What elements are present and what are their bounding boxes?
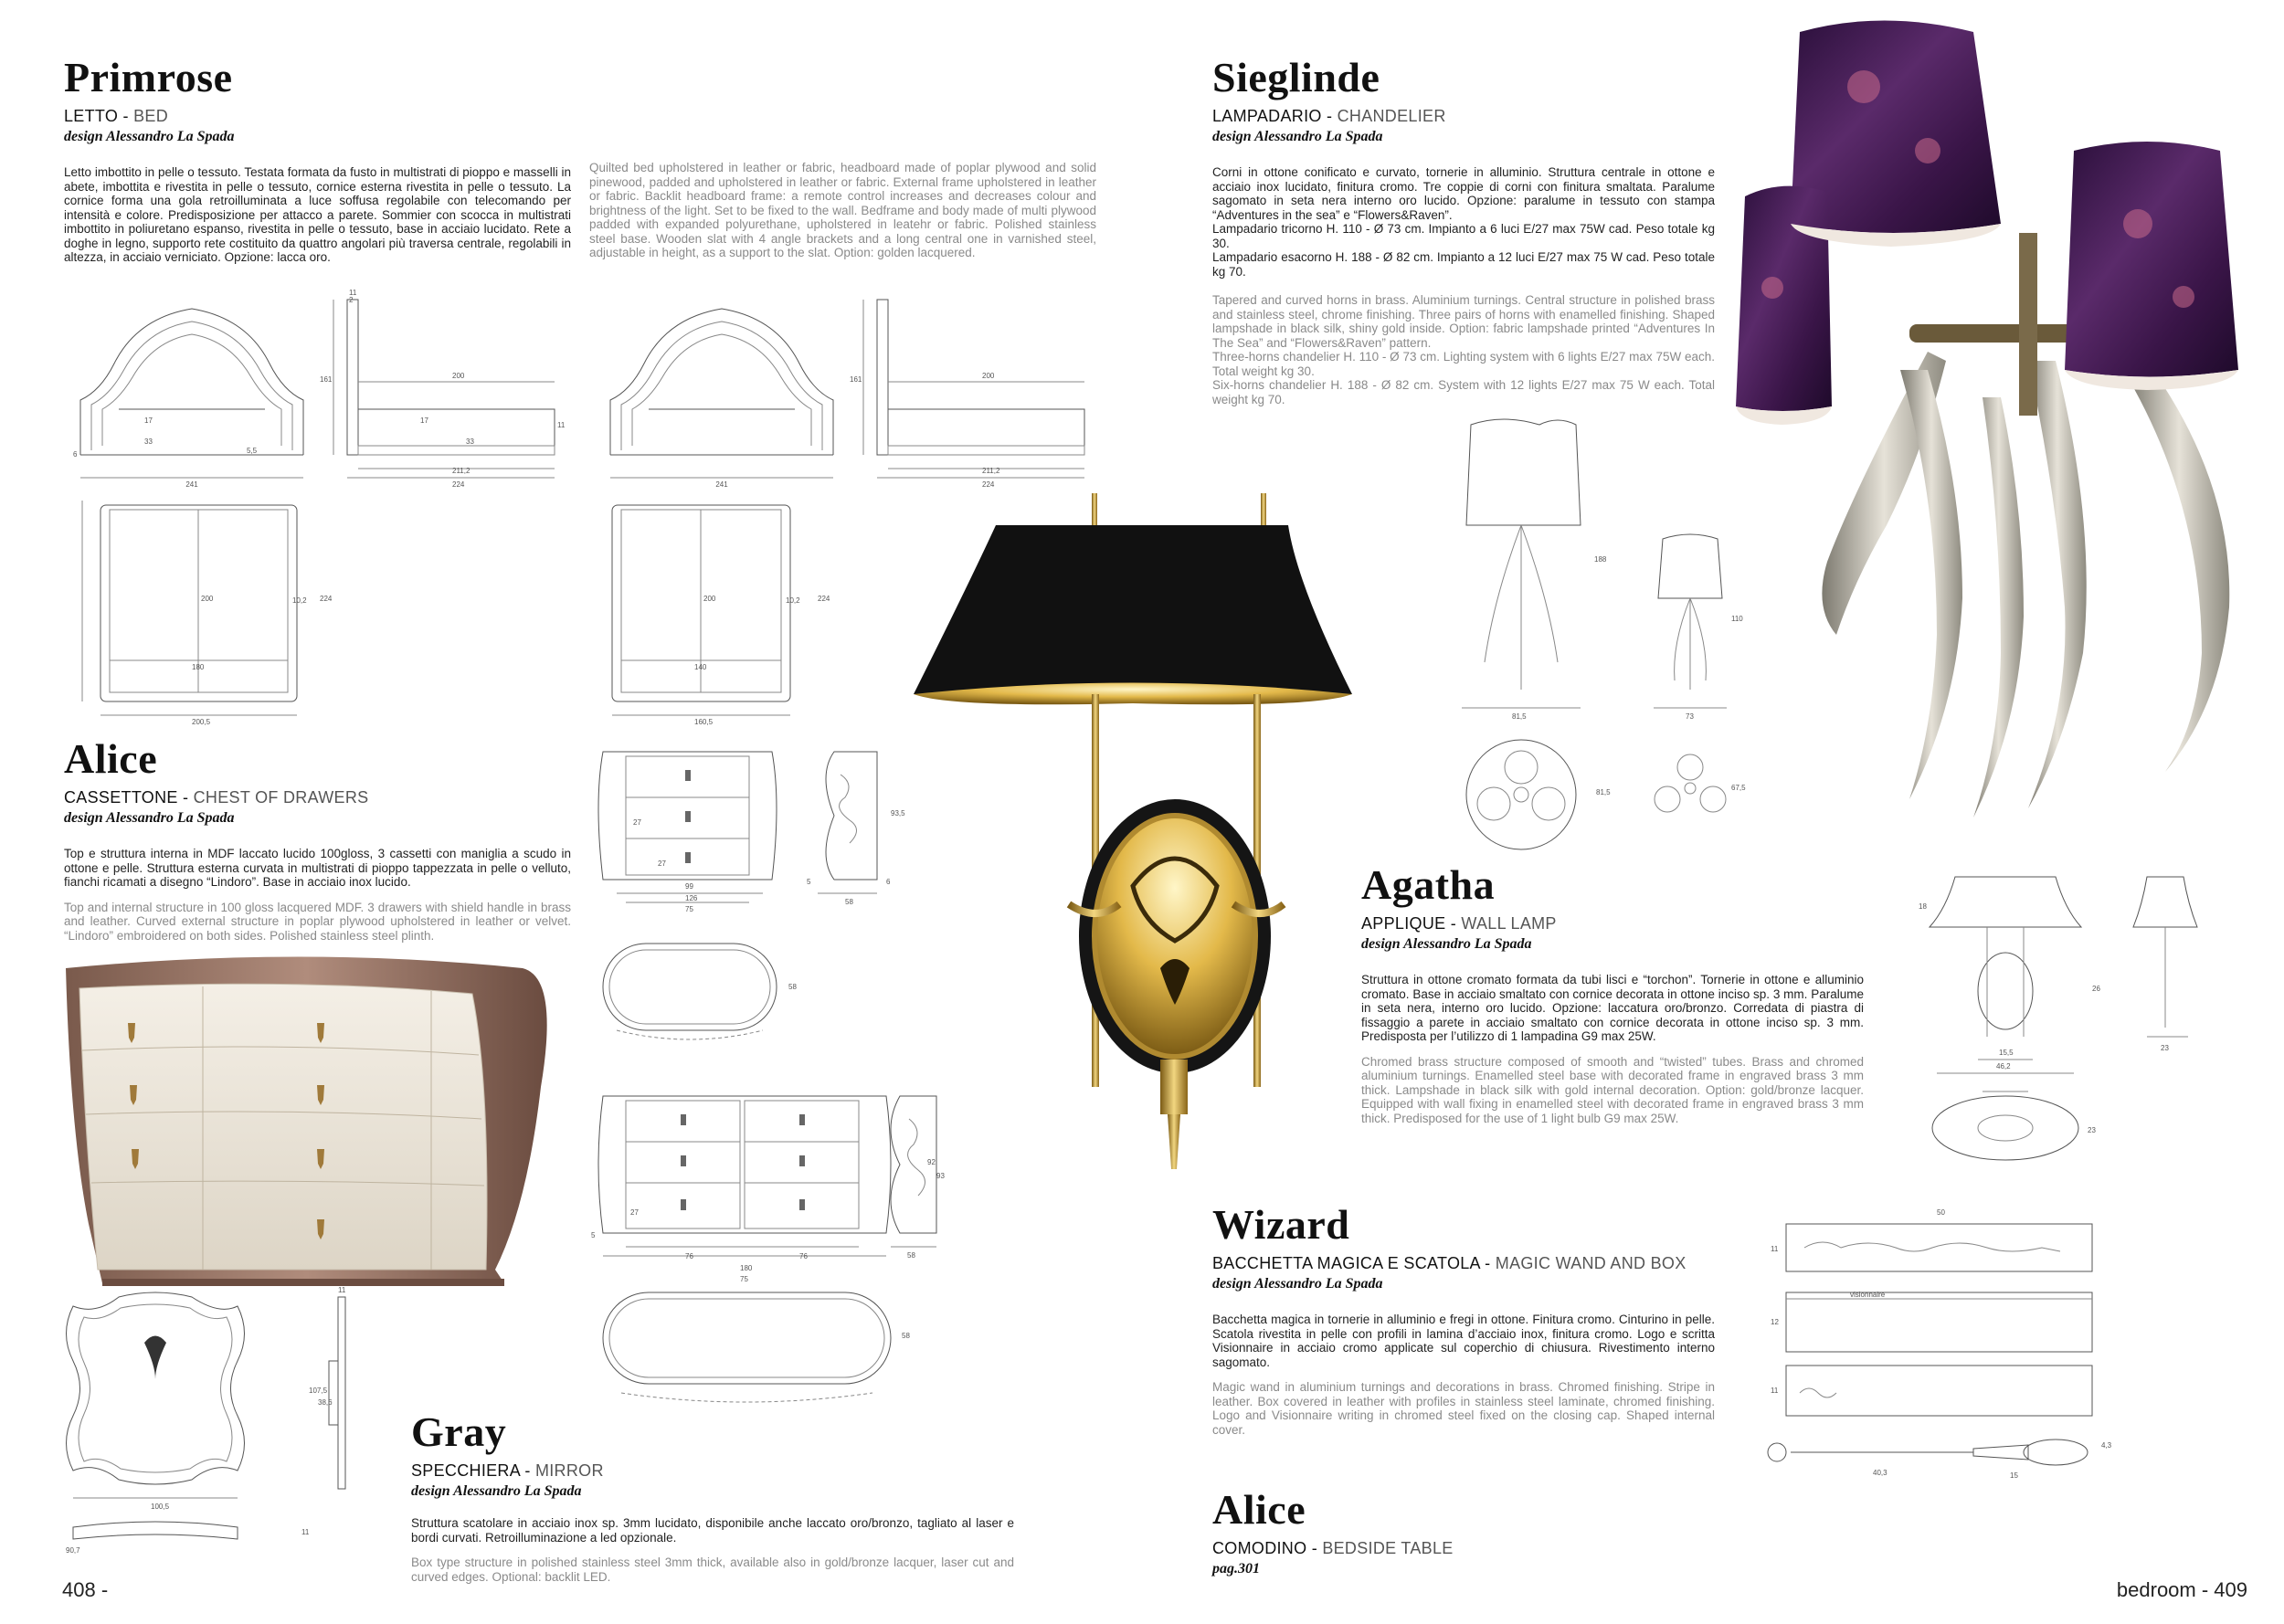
alice-chest-design: design Alessandro La Spada [64,810,235,826]
dim-label: 188 [1594,555,1607,564]
sieglinde-text-it [1212,165,1715,279]
sieglinde-text-en-p3: Six-horns chandelier H. 188 - Ø 82 cm. System with 12 lights E/27 max 75 W each. Total weight kg 70. [1212,378,1715,406]
agatha-type-sep: - [1445,914,1462,933]
dim-label: 15,5 [1999,1049,2014,1057]
alice-chest-type-it: CASSETTONE [64,788,178,807]
sieglinde-drawing [1457,416,1746,872]
dim-label: 76 [685,1252,693,1260]
sieglinde-text-it-p1: Corni in ottone conificato e curvato, tornerie in alluminio. Struttura centrale in ottone e acciaio inox lucidato, finitura cromo. Tre coppie di corni con finitura smaltata. Paralume sagomato in seta nera interno oro lucido. Opzione: paralume in tessuto con stampa “Adventures in the sea” e “Flowers&Raven”. [1212,165,1715,222]
agatha-drawing [1919,872,2220,1174]
dim-label: 93,5 [891,809,905,817]
page-number-left: 408 - [62,1578,109,1601]
page-number-right: bedroom - 409 [2116,1578,2247,1601]
wizard-type-it: BACCHETTA MAGICA E SCATOLA [1212,1254,1480,1272]
dim-label: 38,6 [318,1398,333,1407]
alice-chest-subtitle [64,789,571,806]
dim-label: 161 [850,375,862,384]
alice-table-type-it: COMODINO [1212,1539,1307,1557]
wizard-subtitle [1212,1255,1715,1271]
dim-label: 241 [715,480,728,489]
dim-label: 11 [301,1528,310,1536]
gray-type-sep: - [520,1461,535,1480]
dim-label: 23 [2088,1126,2096,1134]
sieglinde-type-sep: - [1321,107,1338,125]
agatha-type-it: APPLIQUE [1361,914,1446,933]
sieglinde-text-en [1212,293,1715,406]
alice-chest-drawing-2 [591,1091,946,1448]
sieglinde-text-en-p2: Three-horns chandelier H. 110 - Ø 73 cm. Lighting system with 6 lights E/27 max 75W each. Total weight kg 30. [1212,350,1715,378]
dim-label: 211,2 [982,467,1000,475]
dim-label: 23 [2161,1044,2169,1052]
alice-table-subtitle [1212,1540,1715,1556]
wizard-title: Wizard [1212,1201,1350,1248]
dim-label: 200 [703,595,716,603]
agatha-type-en: WALL LAMP [1461,914,1557,933]
dim-label: 33 [466,438,474,446]
sieglinde-photo [1727,14,2266,872]
sieglinde-type-it: LAMPADARIO [1212,107,1322,125]
dim-label: 27 [633,818,641,827]
dim-label: 58 [845,898,853,906]
dim-label: 27 [658,859,666,868]
sieglinde-subtitle [1212,108,1715,124]
wizard-type-en: MAGIC WAND AND BOX [1495,1254,1687,1272]
dim-label: 10,2 [786,596,800,605]
sieglinde-design: design Alessandro La Spada [1212,129,1383,144]
dim-label: 11 [349,289,357,297]
dim-label: 6 [73,450,78,459]
dim-label: 140 [694,663,707,671]
agatha-text-en: Chromed brass structure composed of smooth and “twisted” tubes. Brass and chromed aluminium turnings. Enamelled steel base with decorated frame in engraved brass 3 mm thick. Lampshade in black silk with gold internal decoration. Option: gold/bronze lacquer. Equipped with wall fixing in enamelled steel with decorated frame in engraved brass 3 mm thick. Predisposed for the use of 1 light bulb G9 max 25W. [1361,1054,1864,1125]
alice-chest-drawing-1 [598,747,946,1085]
wizard-design: design Alessandro La Spada [1212,1276,1383,1292]
dim-label: 27 [630,1208,639,1217]
dim-label: 110 [1731,615,1743,623]
dim-label: 90,7 [66,1546,80,1555]
alice-table-title: Alice [1212,1486,1306,1533]
primrose-type-it: LETTO [64,107,119,125]
dim-label: 200 [982,372,995,380]
dim-label: 224 [982,480,995,489]
sieglinde-type-en: CHANDELIER [1337,107,1446,125]
dim-label: 92 [927,1158,936,1166]
dim-label: 67,5 [1731,784,1746,792]
wizard-logo-text: visionnaire [1850,1291,1886,1299]
dim-label: 12 [1771,1318,1779,1326]
alice-table-section [1212,1486,1715,1577]
dim-label: 200 [201,595,214,603]
dim-label: 73 [1686,712,1694,721]
dim-label: 11 [557,421,566,429]
agatha-title: Agatha [1361,861,1496,908]
dim-label: 75 [740,1275,748,1283]
dim-label: 211,2 [452,467,471,475]
dim-label: 126 [685,894,698,902]
alice-chest-section [64,735,571,943]
primrose-text-en: Quilted bed upholstered in leather or fabric, headboard made of poplar plywood and solid pinewood, padded and upholstered in leather or fabric. External frame upholstered in leather or fabric. Backlit headboard frame: a remote control increases and decreases colour and brightness of the light. Set to be fixed to the wall. Bedframe and body made of multi plywood padded with expanded polyurethane, upholstered in leatehr or fabric. Polished stainless steel base. Wooden slat with 4 angle brackets and a long central one in varnished steel, adjustable in height, as a support to the slat. Option: golden lacquered. [589,161,1096,259]
alice-chest-title: Alice [64,735,158,782]
dim-label: 81,5 [1596,788,1611,796]
dim-label: 11 [338,1286,346,1294]
dim-label: 200 [452,372,465,380]
gray-design: design Alessandro La Spada [411,1483,582,1499]
dim-label: 161 [320,375,333,384]
agatha-design: design Alessandro La Spada [1361,936,1532,952]
wizard-drawing [1771,1206,2129,1489]
gray-section [411,1408,1014,1584]
dim-label: 17 [420,417,428,425]
dim-label: 50 [1937,1208,1945,1217]
sieglinde-title: Sieglinde [1212,54,1380,100]
primrose-text-it: Letto imbottito in pelle o tessuto. Testata formata da fusto in multistrati di pioppo e masselli in abete, imbottita e rivestita in pelle o tessuto, cornice esterna rivestita in pelle o tessuto. La cornice forma una gola retroilluminata a luce soffusa regolabile con telecomando per intensità e colore. Predisposizione per attacco a parete. Sommier con scocca in multistrati imbottito in poliuretano espanso, rivestita in pelle o tessuto, base in acciaio lucidato. Rete a doghe in legno, supporto rete costituito da quattro angolari più traversa centrale, regolabili in altezza, in acciaio verniciato. Opzione: lacca oro. [64,165,571,264]
dim-label: 33 [144,438,153,446]
primrose-design: design Alessandro La Spada [64,129,235,144]
gray-subtitle [411,1462,1014,1479]
alice-table-type-en: BEDSIDE TABLE [1322,1539,1454,1557]
dim-label: 26 [2092,985,2100,993]
dim-label: 58 [907,1251,915,1260]
primrose-type-sep: - [118,107,134,125]
dim-label: 75 [685,905,693,913]
dim-label: 15 [2010,1471,2018,1480]
gray-text-en: Box type structure in polished stainless steel 3mm thick, available also in gold/bronze lacquer, laser cut and curved edges. Optional: backlit LED. [411,1555,1014,1584]
agatha-section [1361,861,1864,1125]
dim-label: 180 [192,663,205,671]
dim-label: 58 [788,983,797,991]
dim-label: 46,2 [1996,1062,2011,1070]
wizard-text-it: Bacchetta magica in tornerie in alluminio e fregi in ottone. Finitura cromo. Cinturino in pelle. Scatola rivestita in pelle con profili in lamina d’acciaio inox, finitura cromo. Logo e scritta Visionnaire in acciaio cromo applicate sul coperchio di chiusura. Rivestimento interno sagomato. [1212,1313,1715,1369]
gray-type-en: MIRROR [534,1461,604,1480]
dim-label: 4,3 [2101,1441,2112,1450]
dim-label: 11 [1771,1387,1779,1395]
sieglinde-text-en-p1: Tapered and curved horns in brass. Aluminium turnings. Central structure in polished brass and stainless steel, chrome finishing. Three pairs of horns with enamelled finishing. Shaped lampshade in black silk, shiny gold inside. Option: fabric lampshade printed “Adventures In The Sea” and “Flowers&Raven” pattern. [1212,293,1715,350]
primrose-drawing-a [64,290,576,729]
sieglinde-text-it-p2: Lampadario tricorno H. 110 - Ø 73 cm. Impianto a 6 luci E/27 max 75W cad. Peso totale kg 30. [1212,222,1715,250]
alice-table-page-ref[interactable]: pag.301 [1212,1561,1260,1577]
gray-text-it: Struttura scatolare in acciaio inox sp. 3mm lucidato, disponibile anche laccato oro/bronzo, tagliato al laser e bordi curvati. Retroilluminazione a led opzionale. [411,1516,1014,1545]
agatha-subtitle [1361,915,1864,932]
alice-chest-type-en: CHEST OF DRAWERS [193,788,369,807]
alice-chest-text-en: Top and internal structure in 100 gloss lacquered MDF. 3 drawers with shield handle in brass and leather. Curved external structure in poplar plywood upholstered in leather or velvet. “Lindoro” embroidered on both sides. Polished stainless steel plinth. [64,900,571,943]
dim-label: 58 [902,1332,910,1340]
wizard-section [1212,1201,1715,1437]
wizard-type-sep: - [1479,1254,1496,1272]
dim-label: 11 [1771,1245,1779,1253]
agatha-photo [914,475,1352,1178]
dim-label: 107,5 [309,1387,328,1395]
primrose-type-en: BED [133,107,169,125]
dim-label: 10,2 [292,596,307,605]
dim-label: 2 [349,296,354,304]
alice-chest-text-it: Top e struttura interna in MDF laccato lucido 100gloss, 3 cassetti con maniglia a scudo in ottone e pelle. Struttura esterna curvata in multistrati di pioppo tappezzata in pelle o velluto, fianchi ricamati a disegno “Lindoro”. Base in acciaio inox lucido. [64,847,571,889]
alice-chest-photo [66,950,541,1297]
dim-label: 5 [591,1231,596,1239]
gray-drawing [64,1288,384,1562]
gray-type-it: SPECCHIERA [411,1461,521,1480]
primrose-subtitle [64,108,576,124]
dim-label: 5,5 [247,447,258,455]
dim-label: 17 [144,417,153,425]
alice-chest-type-sep: - [177,788,194,807]
dim-label: 241 [185,480,198,489]
dim-label: 160,5 [694,718,714,726]
primrose-title: Primrose [64,54,233,100]
primrose-section [64,54,576,265]
dim-label: 5 [807,878,811,886]
wizard-text-en: Magic wand in aluminium turnings and decorations in brass. Chromed finishing. Stripe in leather. Box covered in leather with profiles in stainless steel laminate, chromed finishing. Logo and Visionnaire writing in chromed steel fixed on the closing cap. Shaped internal cover. [1212,1380,1715,1437]
dim-label: 99 [685,882,693,891]
dim-label: 18 [1919,902,1927,911]
dim-label: 224 [818,595,830,603]
gray-title: Gray [411,1408,507,1455]
dim-label: 100,5 [151,1503,170,1511]
dim-label: 81,5 [1512,712,1527,721]
dim-label: 76 [799,1252,808,1260]
alice-table-type-sep: - [1306,1539,1323,1557]
dim-label: 224 [320,595,333,603]
sieglinde-text-it-p3: Lampadario esacorno H. 188 - Ø 82 cm. Impianto a 12 luci E/27 max 75 W cad. Peso totale kg 70. [1212,250,1715,279]
dim-label: 180 [740,1264,753,1272]
dim-label: 40,3 [1873,1469,1887,1477]
dim-label: 200,5 [192,718,211,726]
sieglinde-section [1212,54,1715,406]
dim-label: 93 [936,1172,945,1180]
dim-label: 224 [452,480,465,489]
agatha-text-it: Struttura in ottone cromato formata da tubi lisci e “torchon”. Tornerie in ottone e alluminio cromato. Base in acciaio smaltato con cornice decorata in ottone inciso sp. 3 mm. Paralume in seta nera, interno oro lucido. Opzione: laccatura oro/bronzo. Corredata di piastra di fissaggio a parete in acciaio smaltato con cornice decorata in ottone inciso sp. 3 mm. Predisposta per l’utilizzo di 1 lampadina G9 max 25W. [1361,973,1864,1043]
dim-label: 6 [886,878,891,886]
